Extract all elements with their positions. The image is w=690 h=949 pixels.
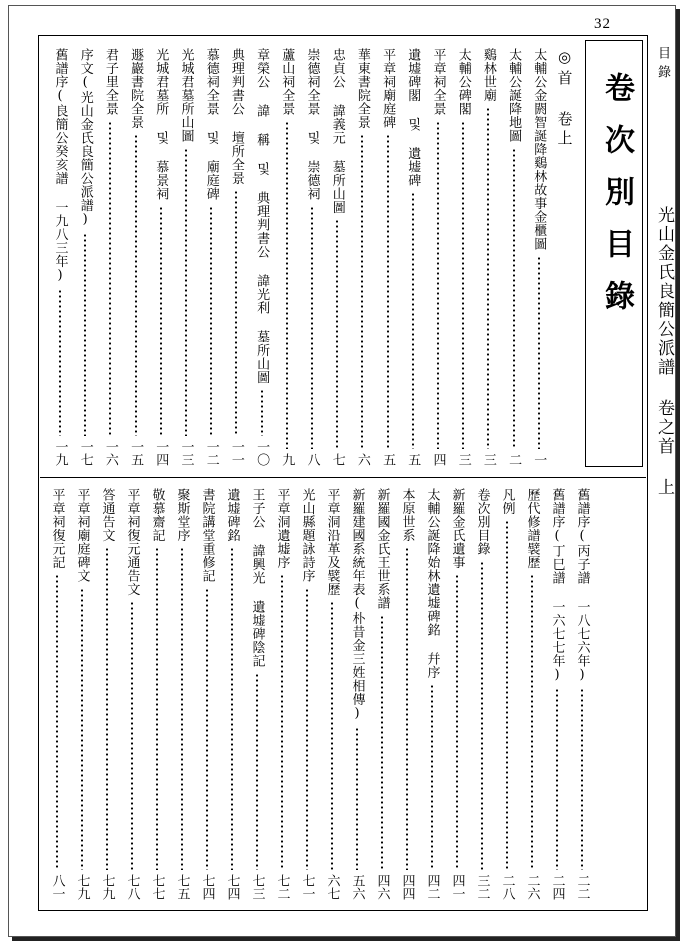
toc-entry-title: 新羅建國系統年表(朴昔金三姓相傳) (349, 488, 365, 722)
toc-leader-dots (235, 190, 237, 436)
toc-leader-dots (531, 574, 533, 870)
toc-entry-page: 一四 (153, 440, 169, 466)
toc-entry-page: 一一 (228, 440, 244, 466)
toc-entry-page: 三 (480, 453, 496, 466)
toc-entry (480, 48, 496, 466)
toc-entry-page: 三 (455, 453, 471, 466)
toc-leader-dots (206, 588, 208, 871)
toc-entry (380, 48, 396, 466)
toc-leader-dots (431, 684, 433, 870)
toc-entry-title: ◎首 卷上 (555, 48, 574, 149)
toc-entry (524, 488, 540, 900)
toc-entry (128, 48, 144, 466)
toc-entry (299, 488, 315, 900)
toc-entry (424, 488, 440, 900)
toc-entry-title: 聚斯堂序 (174, 488, 190, 542)
toc-entry (430, 48, 446, 466)
toc-entry (74, 488, 90, 900)
toc-entry-page: 一二 (203, 440, 219, 466)
toc-entry (203, 48, 219, 466)
page-number: 32 (594, 16, 611, 32)
toc-leader-dots (256, 673, 258, 871)
toc-entry (274, 488, 290, 900)
toc-entry-page: 一 (531, 453, 547, 466)
toc-entry (124, 488, 140, 900)
toc-entry-title: 典理判書公 壇所全景 (228, 48, 244, 185)
toc-entry-page: 一三 (178, 440, 194, 466)
toc-entry-title: 舊譜序(良簡公癸亥譜 一九八三年) (52, 48, 68, 284)
toc-leader-dots (412, 192, 414, 449)
toc-entry-page: 六 (354, 453, 370, 466)
toc-entry-title: 崇德祠全景 및 崇德祠 (304, 48, 320, 201)
toc-leader-dots (59, 289, 61, 437)
toc-entry-page: 七五 (174, 874, 190, 900)
toc-leader-dots (185, 148, 187, 437)
toc-entry-title: 平章祠全景 (430, 48, 446, 116)
toc-entry (228, 48, 244, 466)
toc-entry (329, 48, 345, 466)
toc-entry (349, 488, 365, 900)
toc-leader-dots (462, 121, 464, 450)
toc-leader-dots (286, 121, 288, 450)
toc-entry-page: 八 (304, 453, 320, 466)
toc-entry-title: 遯巖書院全景 (128, 48, 144, 129)
toc-leader-dots (387, 134, 389, 449)
toc-entry-title: 太輔公誕降始林遺墟碑銘 幷序 (424, 488, 440, 679)
toc-entry-title: 書院講堂重修記 (199, 488, 215, 583)
toc-entry-page: 七三 (249, 874, 265, 900)
toc-leader-dots (210, 206, 212, 437)
toc-entry (199, 488, 215, 900)
toc-entry (149, 488, 165, 900)
toc-entry-title: 君子里全景 (102, 48, 118, 116)
toc-entry-title: 慕德祠全景 및 廟庭碑 (203, 48, 219, 201)
toc-entry (556, 48, 572, 466)
toc-entry-title: 舊譜序(丙子譜 一八七六年) (574, 488, 590, 683)
toc-entry-page: 七九 (74, 874, 90, 900)
toc-entry (354, 48, 370, 466)
toc-leader-dots (513, 148, 515, 450)
toc-entry-page: 七八 (124, 874, 140, 900)
toc-entry (77, 48, 93, 466)
toc-entry-page: 一七 (77, 440, 93, 466)
toc-entry-page: 四二 (424, 874, 440, 900)
toc-entry (49, 488, 65, 900)
toc-entry-page: 二 (506, 453, 522, 466)
toc-leader-dots (538, 256, 540, 450)
toc-leader-dots (406, 547, 408, 870)
toc-entry (324, 488, 340, 900)
toc-entry-page: 五六 (349, 874, 365, 900)
toc-leader-dots (381, 615, 383, 871)
toc-leader-dots (156, 547, 158, 870)
toc-entry (474, 488, 490, 900)
toc-leader-dots (336, 219, 338, 449)
toc-leader-dots (160, 206, 162, 437)
toc-entry-page: 三二 (474, 874, 490, 900)
toc-entry-title: 王子公 諱興光 遺墟碑陰記 (249, 488, 265, 668)
toc-entry (249, 488, 265, 900)
toc-leader-dots (261, 389, 263, 436)
toc-leader-dots (556, 688, 558, 870)
toc-leader-dots (306, 588, 308, 871)
running-book-title: 光山金氏良簡公派譜 卷之首 (654, 206, 674, 456)
toc-leader-dots (581, 688, 583, 870)
toc-entry-page: 五 (405, 453, 421, 466)
toc-leader-dots (81, 588, 83, 871)
toc-entry-title: 平章洞遺墟序 (274, 488, 290, 569)
toc-entry-title: 遺墟碑銘 (224, 488, 240, 542)
toc-entry-title: 平章祠廟庭碑 (380, 48, 396, 129)
toc-entry-title: 光城君墓所 및 慕景祠 (153, 48, 169, 201)
toc-entry-page: 一〇 (254, 440, 270, 466)
toc-entry-title: 華東書院全景 (354, 48, 370, 129)
toc-entry-title: 遺墟碑閣 및 遺墟碑 (405, 48, 421, 187)
toc-entry-title: 答通告文 (99, 488, 115, 542)
toc-leader-dots (109, 121, 111, 437)
toc-entry-page: 四 (430, 453, 446, 466)
toc-entry-title: 太輔公碑閣 (455, 48, 471, 116)
toc-entry (224, 488, 240, 900)
toc-entry (399, 488, 415, 900)
toc-entry-title: 凡例 (499, 488, 515, 515)
toc-entry-title: 太輔公誕降地圖 (506, 48, 522, 143)
toc-entry-title: 鷄林世廟 (480, 48, 496, 102)
toc-entry (102, 48, 118, 466)
toc-entry (279, 48, 295, 466)
toc-entry (449, 488, 465, 900)
toc-entry (178, 48, 194, 466)
toc-leader-dots (356, 727, 358, 871)
toc-entry-page: 六七 (324, 874, 340, 900)
toc-title: 卷次別目錄 (599, 72, 634, 332)
toc-leader-dots (56, 574, 58, 870)
toc-entry (455, 48, 471, 466)
toc-leader-dots (311, 206, 313, 450)
toc-entry-page: 七一 (299, 874, 315, 900)
toc-entry-title: 敬慕齋記 (149, 488, 165, 542)
toc-entry-page: 七二 (274, 874, 290, 900)
toc-entry-page: 二二 (574, 874, 590, 900)
section-divider (40, 477, 646, 478)
toc-entry-page: 一五 (128, 440, 144, 466)
toc-entry-page: 七九 (99, 874, 115, 900)
toc-entry (499, 488, 515, 900)
toc-entry-title: 光城君墓所山圖 (178, 48, 194, 143)
toc-entry (52, 48, 68, 466)
toc-entry-page: 一六 (102, 440, 118, 466)
toc-entry-title: 忠貞公 諱義元 墓所山圖 (329, 48, 345, 214)
toc-entry-page: 二八 (499, 874, 515, 900)
toc-leader-dots (131, 601, 133, 870)
toc-entry (531, 48, 547, 466)
toc-entry (374, 488, 390, 900)
running-volume-suffix: 上 (654, 478, 674, 495)
toc-leader-dots (437, 121, 439, 450)
toc-entry-title: 新羅金氏遺事 (449, 488, 465, 569)
toc-entry-title: 蘆山祠全景 (279, 48, 295, 116)
toc-entry-page: 四一 (449, 874, 465, 900)
toc-entry (549, 488, 565, 900)
toc-entry-page: 七七 (149, 874, 165, 900)
toc-entry-title: 本原世系 (399, 488, 415, 542)
toc-leader-dots (231, 547, 233, 870)
toc-entry (405, 48, 421, 466)
toc-entry (99, 488, 115, 900)
toc-leader-dots (135, 134, 137, 436)
toc-entry-page: 二四 (549, 874, 565, 900)
toc-leader-dots (331, 601, 333, 870)
toc-entry-title: 新羅國金氏王世系譜 (374, 488, 390, 610)
toc-leader-dots (481, 561, 483, 871)
toc-entry-page: 七四 (224, 874, 240, 900)
toc-leader-dots (84, 233, 86, 437)
toc-leader-dots (487, 107, 489, 449)
toc-entry-title: 平章祠復元通告文 (124, 488, 140, 596)
toc-entry-page: 五 (380, 453, 396, 466)
toc-leader-dots (181, 547, 183, 870)
toc-entry-title: 歷代修譜襞歷 (524, 488, 540, 569)
toc-entry (174, 488, 190, 900)
toc-entry (506, 48, 522, 466)
toc-entry-title: 光山縣題詠詩序 (299, 488, 315, 583)
toc-leader-dots (361, 134, 363, 449)
toc-entry-title: 平章洞沿革及襞歷 (324, 488, 340, 596)
toc-entry-page: 八一 (49, 874, 65, 900)
toc-entry-page: 七四 (199, 874, 215, 900)
toc-entry-title: 平章祠廟庭碑文 (74, 488, 90, 583)
toc-entry-title: 舊譜序(丁巳譜 一六七七年) (549, 488, 565, 683)
toc-entry (574, 488, 590, 900)
toc-leader-dots (456, 574, 458, 870)
toc-entry-page: 九 (279, 453, 295, 466)
toc-leader-dots (281, 574, 283, 870)
toc-entry-page: 四四 (399, 874, 415, 900)
toc-leader-dots (506, 520, 508, 870)
toc-entry-page: 二六 (524, 874, 540, 900)
toc-entry (153, 48, 169, 466)
toc-leader-dots (106, 547, 108, 870)
toc-entry (254, 48, 270, 466)
toc-entry-page: 四六 (374, 874, 390, 900)
toc-entry-title: 太輔公金閼智誕降鷄林故事金櫃圖 (531, 48, 547, 251)
running-section-label: 目錄 (655, 46, 670, 84)
toc-entry-title: 序文(光山金氏良簡公派譜) (77, 48, 93, 228)
toc-entry-title: 卷次別目錄 (474, 488, 490, 556)
toc-entry-title: 平章祠復元記 (49, 488, 65, 569)
toc-entry-page: 一九 (52, 440, 68, 466)
toc-entry-page: 七 (329, 453, 345, 466)
toc-entry-title: 章榮公 諱 稱 및 典理判書公 諱光利 墓所山圖 (254, 48, 270, 384)
toc-entry (304, 48, 320, 466)
